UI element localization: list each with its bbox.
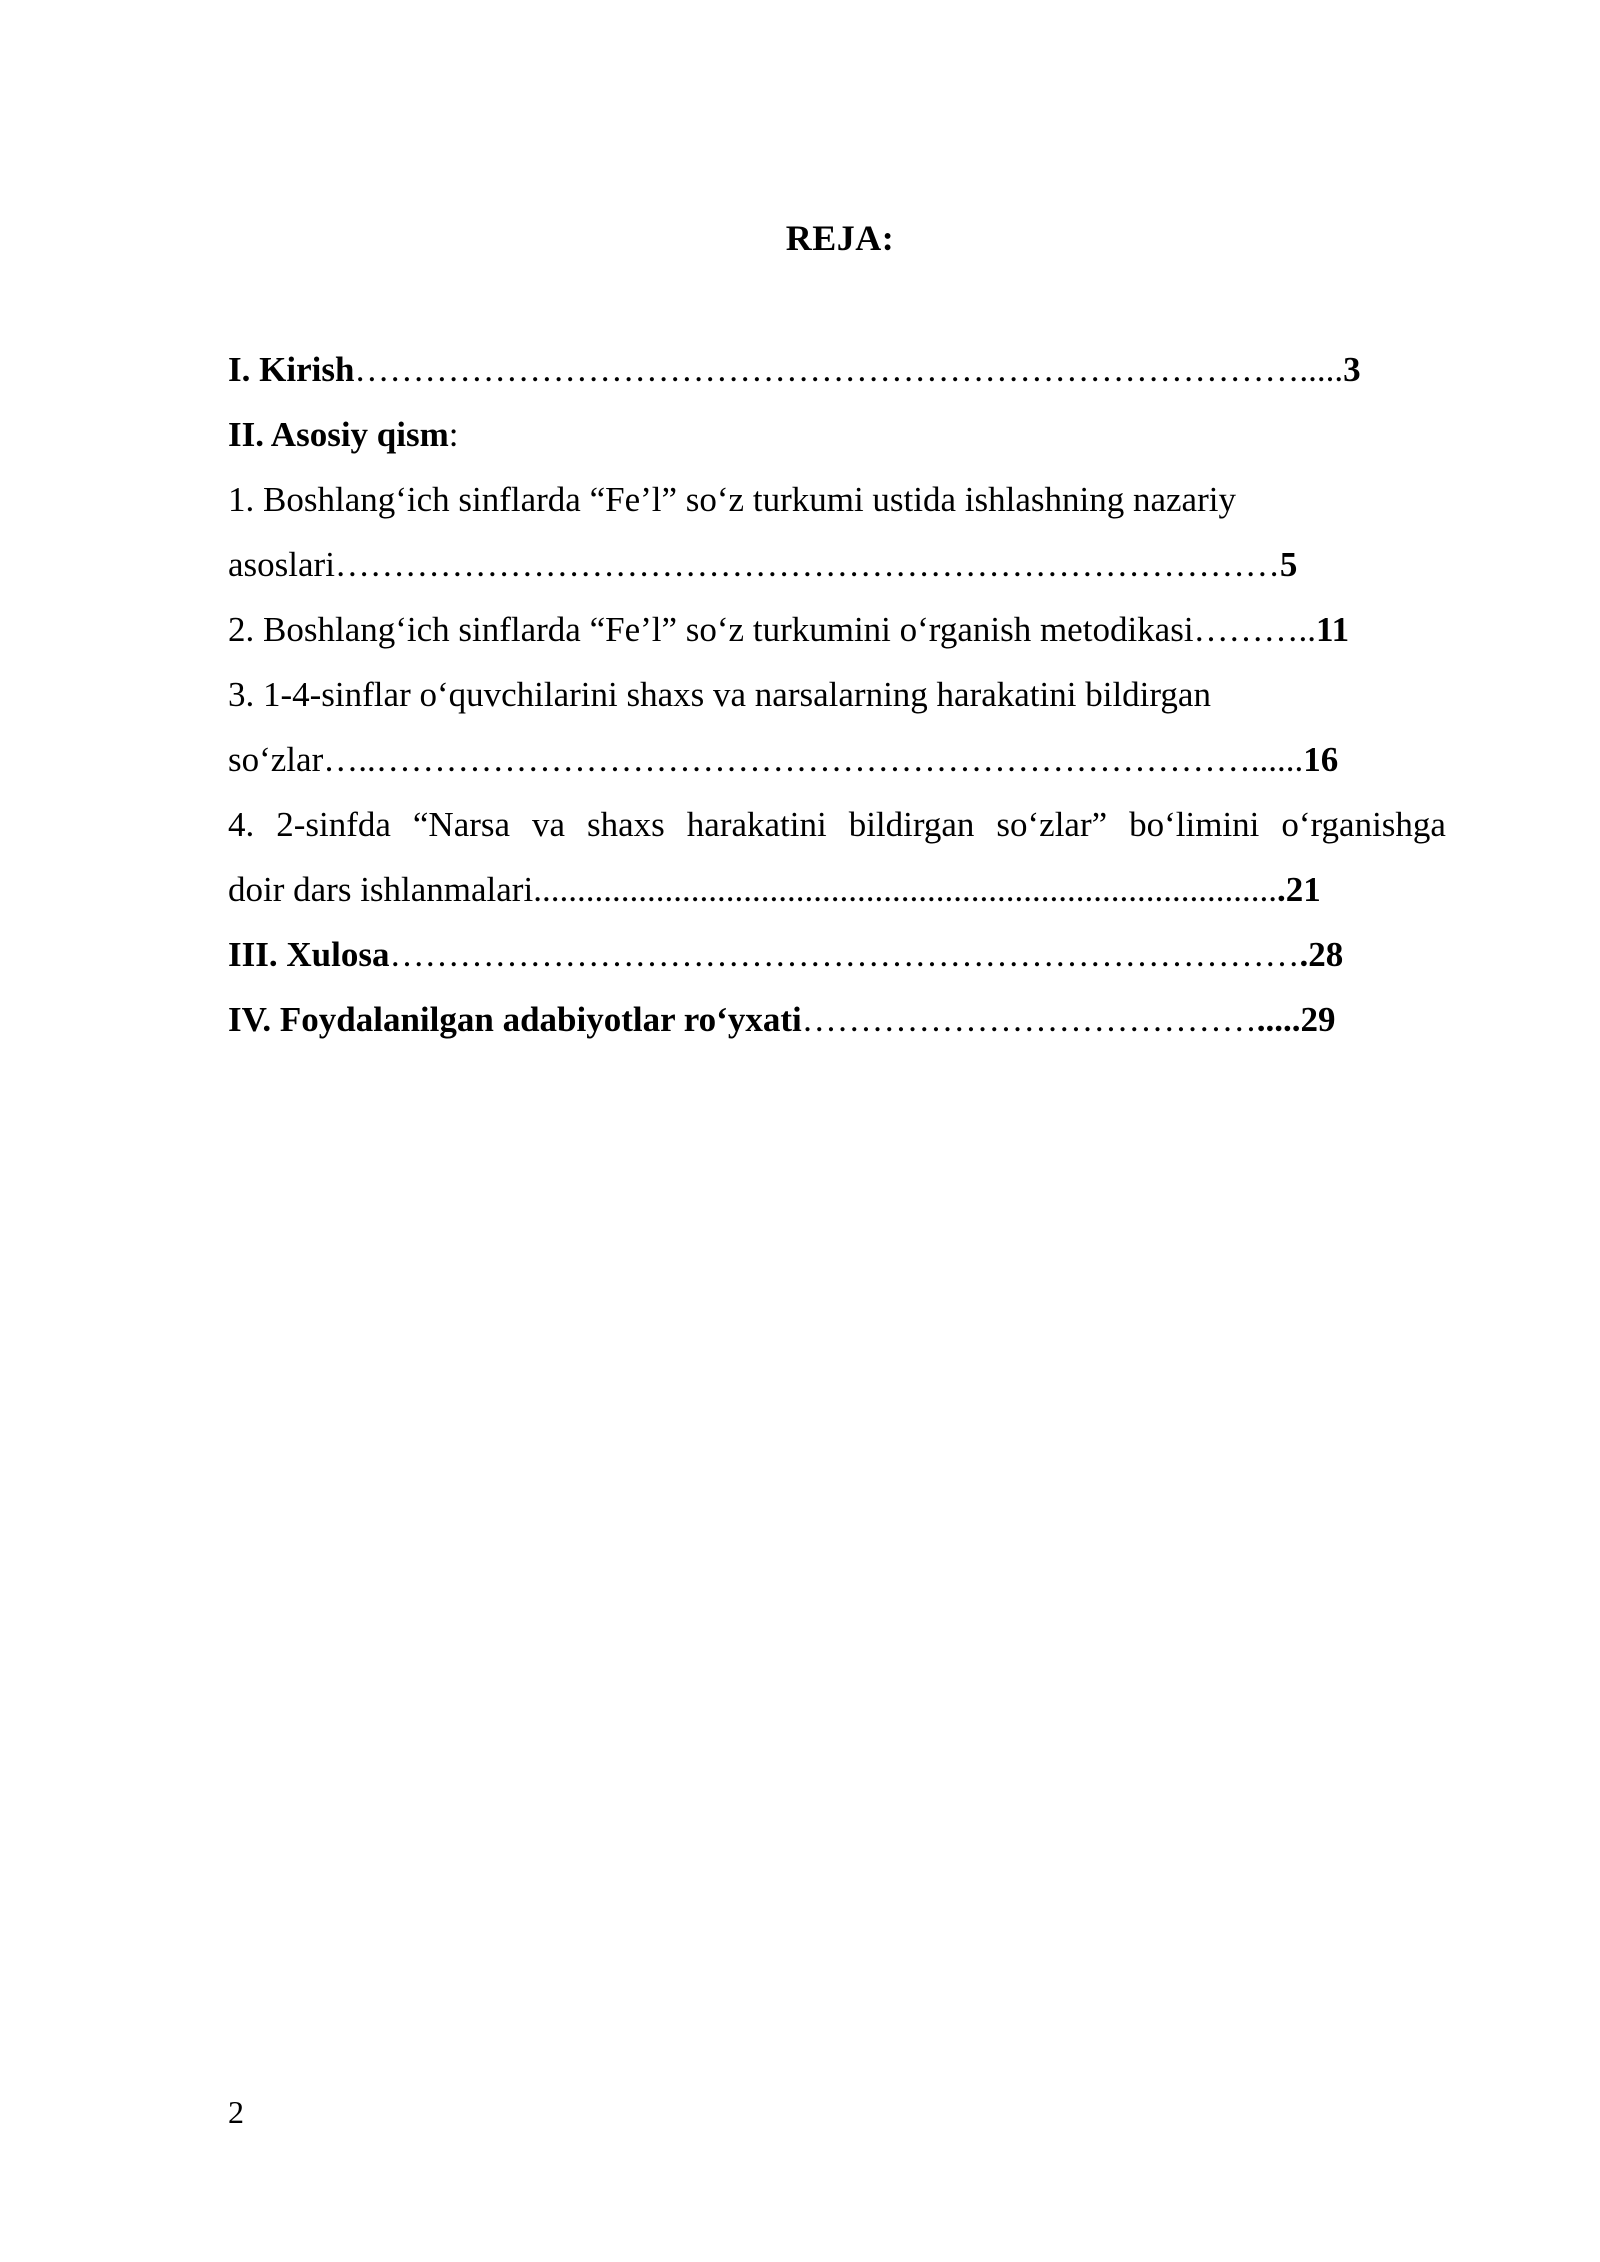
toc-page-adabiyotlar: .....29 [1256, 1000, 1336, 1039]
toc-leader-item-1: ……………………………………………………………………… [334, 545, 1280, 584]
toc-page-item-3: 16 [1303, 740, 1339, 779]
toc-entry-asosiy-qism [228, 413, 459, 457]
toc-leader-kirish: ………………………………………………………………………..... [354, 350, 1344, 389]
toc-label-xulosa: III. Xulosa [228, 935, 390, 974]
toc-item-3-line-2 [228, 738, 1338, 782]
toc-leader-xulosa: …………………………………………………………………… [389, 935, 1300, 974]
toc-leader-item-3: …..…………………………………………………………………...... [323, 740, 1304, 779]
toc-item-4-word: bo‘limini [1129, 805, 1260, 844]
toc-page-item-2: 11 [1316, 610, 1350, 649]
toc-item-1-line-2 [228, 543, 1297, 587]
toc-item-4-line-2 [228, 868, 1321, 912]
toc-item-1-line-1: 1. Boshlang‘ich sinflarda “Fe’l” so‘z turkumi ustida ishlashning nazariy [228, 480, 1236, 519]
page-number: 2 [228, 2094, 244, 2130]
toc-item-2 [228, 608, 1349, 652]
toc-entry-kirish [228, 348, 1361, 392]
toc-item-4-word: bildirgan [848, 805, 975, 844]
toc-item-3-text-end: so‘zlar [228, 740, 324, 779]
toc-item-3-line-1: 3. 1-4-sinflar o‘quvchilarini shaxs va narsalarning harakatini bildirgan [228, 675, 1211, 714]
toc-page-xulosa: .28 [1299, 935, 1344, 974]
toc-item-1-text-end: asoslari [228, 545, 335, 584]
toc-item-4-word: “Narsa [412, 805, 511, 844]
toc-item-4-word: 2-sinfda [276, 805, 391, 844]
toc-item-4-word: so‘zlar” [996, 805, 1108, 844]
toc-item-4-word: harakatini [686, 805, 827, 844]
toc-label-adabiyotlar: IV. Foydalanilgan adabiyotlar ro‘yxati [228, 1000, 802, 1039]
toc-item-4-line-1 [228, 803, 1446, 847]
toc-item-4-word: va [532, 805, 566, 844]
toc-leader-item-2: ……….. [1193, 610, 1317, 649]
toc-item-4-word: shaxs [587, 805, 665, 844]
toc-label-asosiy-qism: II. Asosiy qism [228, 415, 449, 454]
page-title: REJA: [785, 218, 895, 258]
toc-page-item-4: .21 [1276, 870, 1321, 909]
toc-item-4-word: 4. [228, 805, 255, 844]
toc-item-4-text-end: doir dars ishlanmalari [228, 870, 534, 909]
toc-entry-adabiyotlar [228, 998, 1335, 1042]
toc-entry-xulosa [228, 933, 1343, 977]
toc-page-kirish: 3 [1343, 350, 1361, 389]
toc-leader-item-4: ..................................................................................... [533, 870, 1277, 909]
toc-colon-asosiy-qism: : [448, 415, 459, 454]
toc-leader-adabiyotlar: ………………………………… [801, 1000, 1257, 1039]
toc-item-4-word: o‘rganishga [1281, 805, 1446, 844]
toc-label-kirish: I. Kirish [228, 350, 355, 389]
toc-item-2-text: 2. Boshlang‘ich sinflarda “Fe’l” so‘z turkumini o‘rganish metodikasi [228, 610, 1194, 649]
toc-page-item-1: 5 [1279, 545, 1298, 584]
